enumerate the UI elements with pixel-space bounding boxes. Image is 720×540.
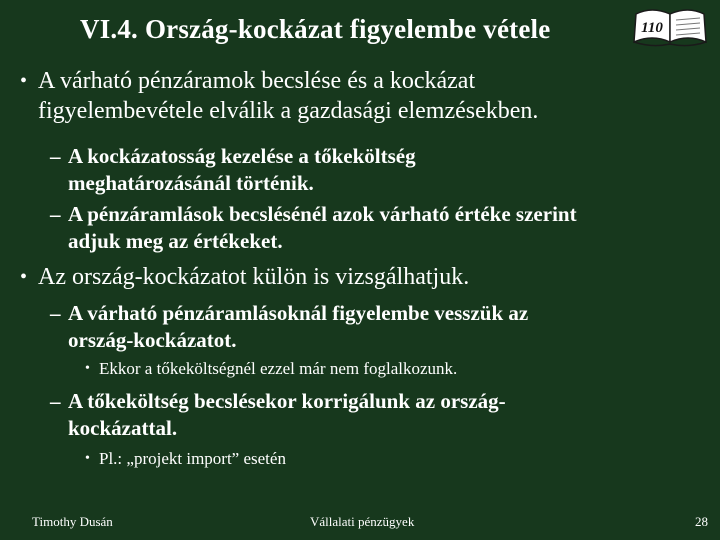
tertiary-bullet-item xyxy=(85,448,286,470)
bullet-text-line: Az ország-kockázatot külön is vizsgálhatjuk. xyxy=(38,264,470,290)
tertiary-bullet-marker: • xyxy=(85,361,90,376)
sub-bullet-text-line: A pénzáramlások becslésénél azok várható értéke szerint xyxy=(68,202,577,226)
sub-bullet-marker: – xyxy=(50,301,61,325)
footer-author: Timothy Dusán xyxy=(32,514,113,529)
slide-title: VI.4. Ország-kockázat figyelembe vétele xyxy=(80,14,551,44)
bullet-marker: • xyxy=(20,70,28,92)
open-book-icon xyxy=(632,8,708,48)
sub-bullet-text-line: adjuk meg az értékeket. xyxy=(68,229,283,253)
sub-bullet-marker: – xyxy=(50,389,61,413)
bullet-item xyxy=(20,66,539,126)
tertiary-bullet-marker: • xyxy=(85,451,90,466)
sub-bullet-text-line: ország-kockázatot. xyxy=(68,328,237,352)
sub-bullet-text-line: A kockázatosság kezelése a tőkeköltség xyxy=(68,144,416,168)
tertiary-bullet-text-line: Pl.: „projekt import” esetén xyxy=(99,449,286,468)
sub-bullet-marker: – xyxy=(50,202,61,226)
sub-bullet-marker: – xyxy=(50,144,61,168)
sub-bullet-item xyxy=(50,143,416,197)
bullet-text-line: A várható pénzáramok becslése és a kockázat xyxy=(38,68,476,94)
tertiary-bullet-item xyxy=(85,358,458,380)
bullet-item xyxy=(20,262,470,292)
sub-bullet-item xyxy=(50,388,506,442)
sub-bullet-text-line: kockázattal. xyxy=(68,416,178,440)
sub-bullet-text-line: A várható pénzáramlásoknál figyelembe vesszük az xyxy=(68,301,529,325)
bullet-marker: • xyxy=(20,266,28,288)
tertiary-bullet-text-line: Ekkor a tőkeköltségnél ezzel már nem foglalkozunk. xyxy=(99,359,458,378)
sub-bullet-text-line: A tőkeköltség becslésekor korrigálunk az ország- xyxy=(68,389,506,413)
footer-course: Vállalati pénzügyek xyxy=(310,514,415,529)
book-badge-text: 110 xyxy=(641,20,663,36)
footer-page-number: 28 xyxy=(695,514,708,529)
sub-bullet-item xyxy=(50,300,529,354)
sub-bullet-text-line: meghatározásánál történik. xyxy=(68,171,314,195)
bullet-text-line: figyelembevétele elválik a gazdasági elemzésekben. xyxy=(38,98,539,124)
sub-bullet-item xyxy=(50,201,577,255)
